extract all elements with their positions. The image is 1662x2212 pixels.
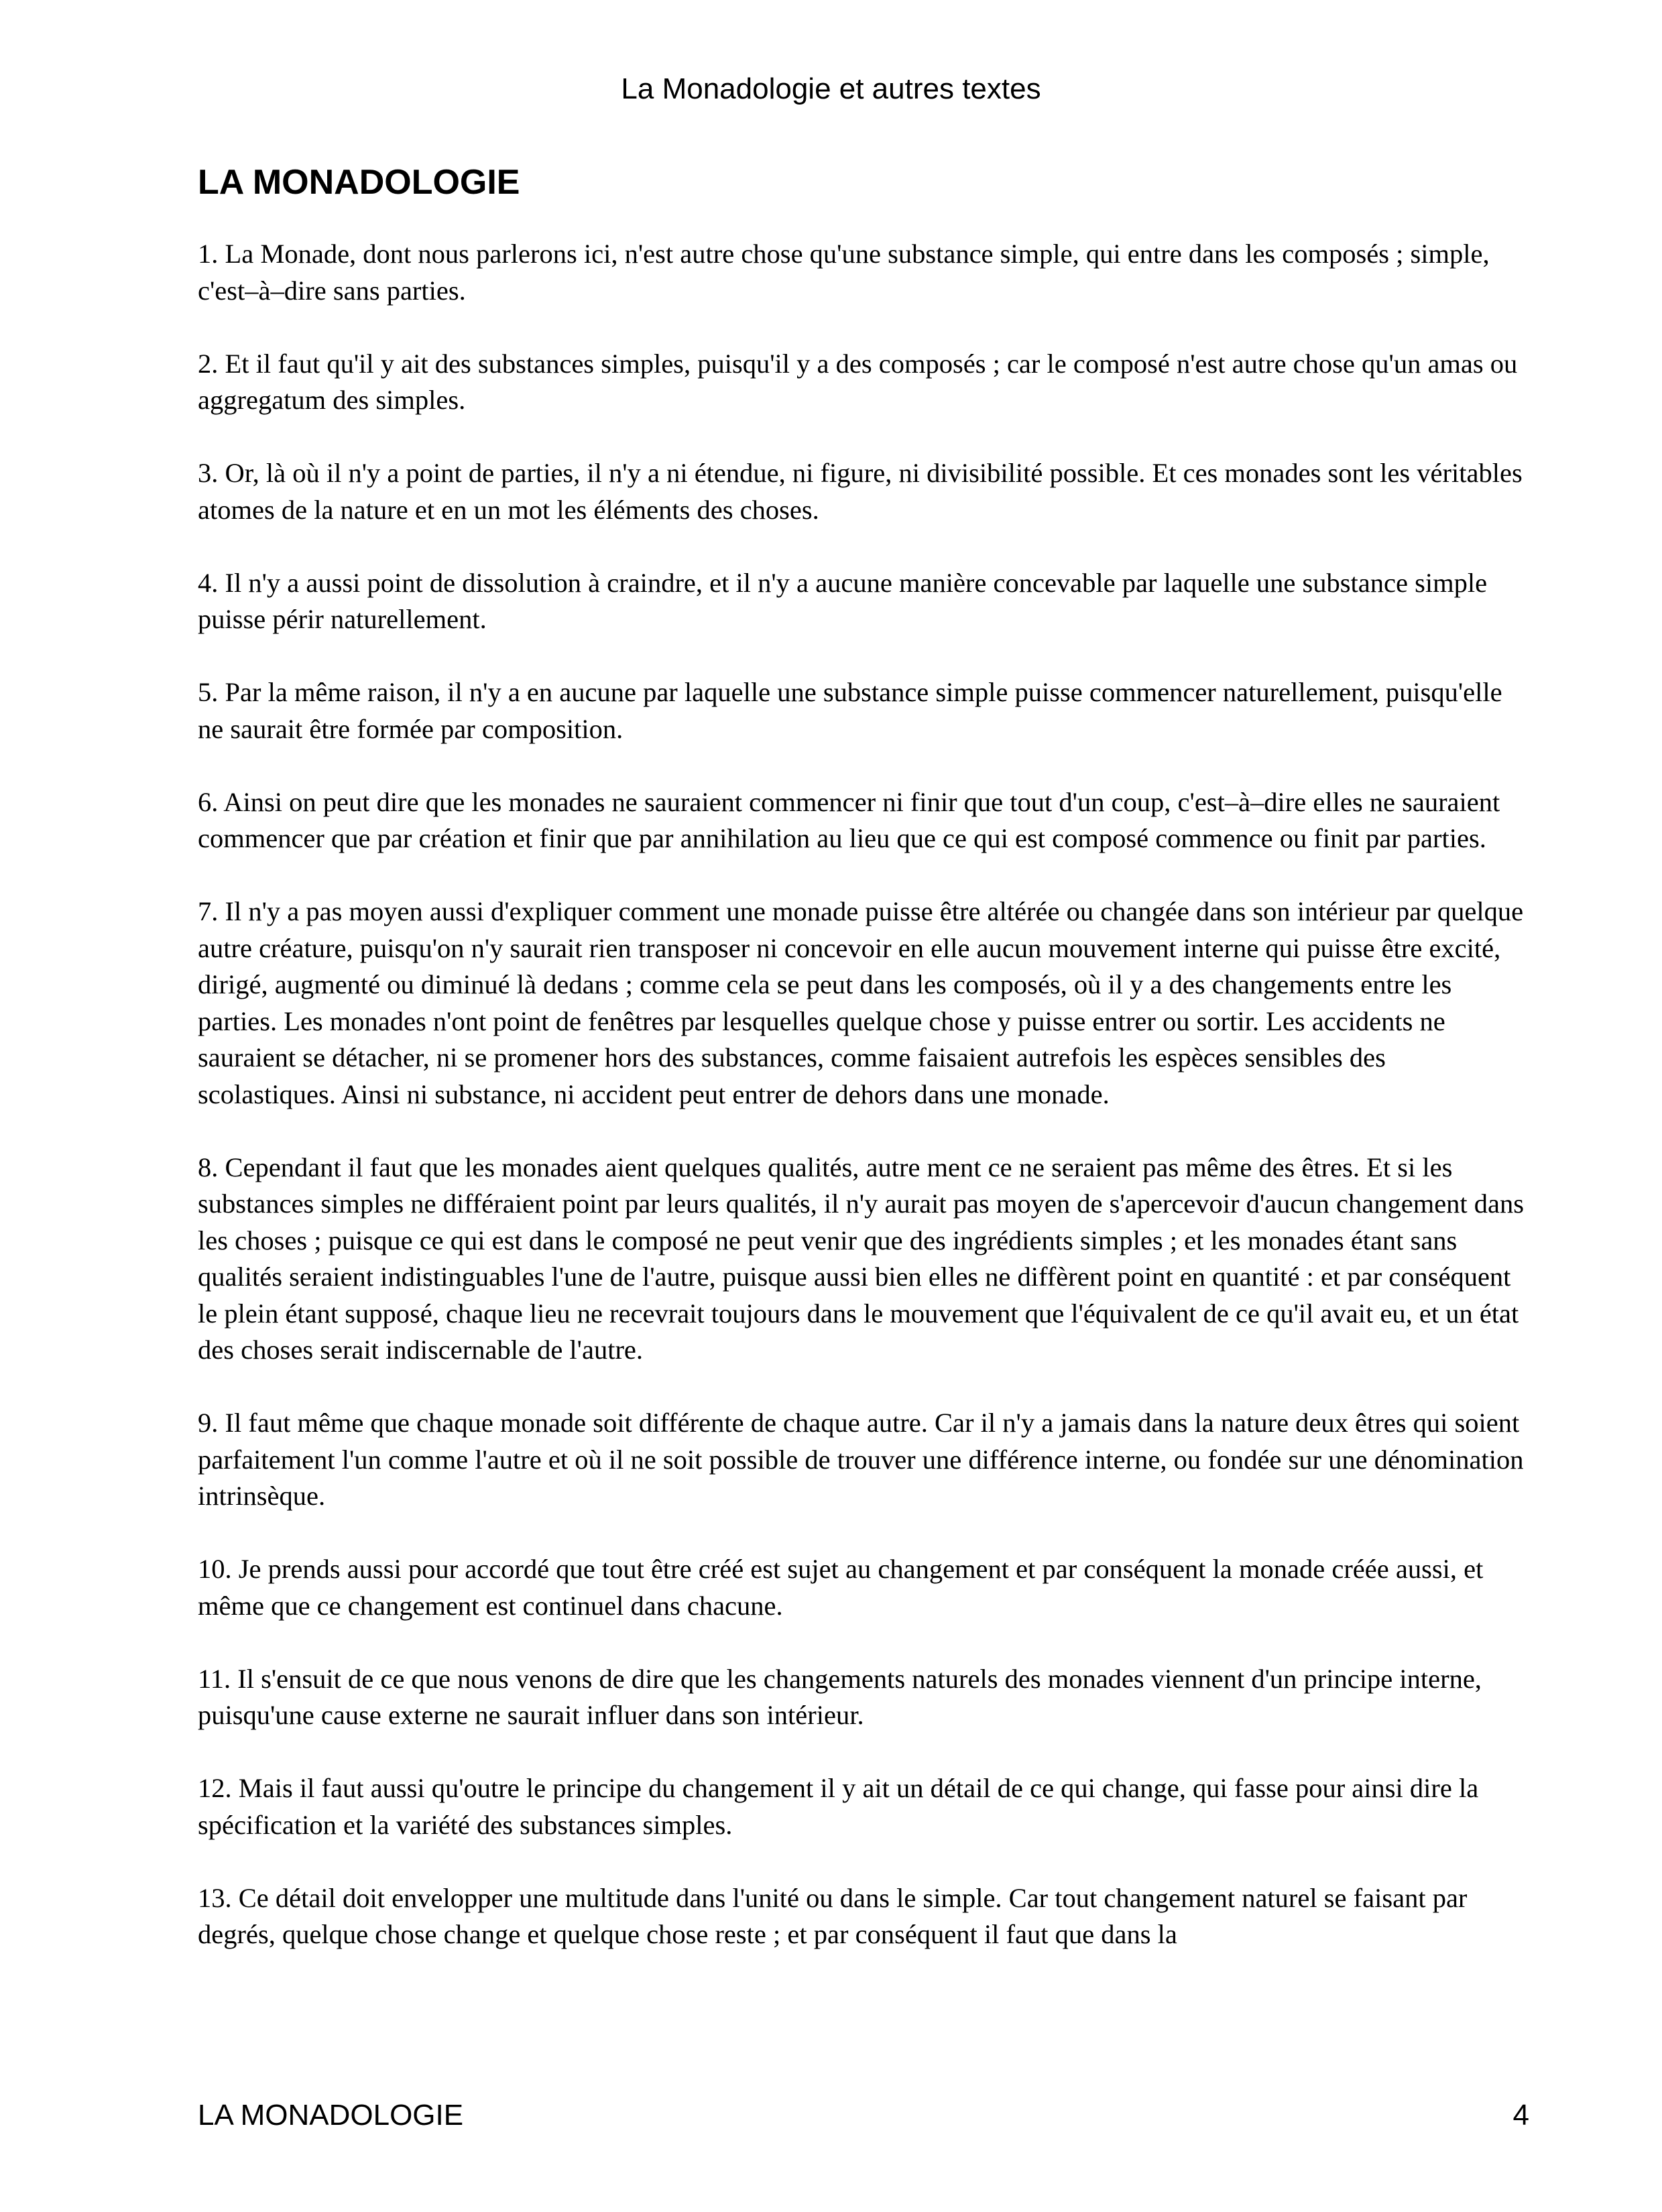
running-header: La Monadologie et autres textes <box>621 72 1041 105</box>
body-text <box>198 236 1525 1989</box>
paragraph-9: 9. Il faut même que chaque monade soit différente de chaque autre. Car il n'y a jamais dans la nature deux êtres qui soient parfaitement l'un comme l'autre et où il ne soit possible de trouver une différence interne, ou fondée sur une dénomination intrinsèque. <box>198 1408 1524 1511</box>
paragraph-12: 12. Mais il faut aussi qu'outre le principe du changement il y ait un détail de ce qui change, qui fasse pour ainsi dire la spécification et la variété des substances simples. <box>198 1773 1479 1840</box>
paragraph-4: 4. Il n'y a aussi point de dissolution à craindre, et il n'y a aucune manière concevable par laquelle une substance simple puisse périr naturellement. <box>198 567 1488 634</box>
chapter-title: LA MONADOLOGIE <box>198 163 520 202</box>
paragraph-5: 5. Par la même raison, il n'y a en aucune par laquelle une substance simple puisse commencer naturellement, puisqu'elle ne saurait être formée par composition. <box>198 677 1502 744</box>
paragraph-8: 8. Cependant il faut que les monades aient quelques qualités, autre ment ce ne seraient pas même des êtres. Et si les substances simples ne différaient point par leurs qualités, il n'y aurait pas moyen de s'apercevoir d'aucun changement dans les choses ; puisque ce qui est dans le composé ne peut venir que des ingrédients simples ; et les monades étant sans qualités seraient indistinguables l'une de l'autre, puisque aussi bien elles ne diffèrent point en quantité : et par conséquent le plein étant supposé, chaque lieu ne recevrait toujours dans le mouvement que l'équivalent de ce qu'il avait eu, et un état des choses serait indiscernable de l'autre. <box>198 1152 1525 1365</box>
paragraph-6: 6. Ainsi on peut dire que les monades ne sauraient commencer ni finir que tout d'un coup, c'est–à–dire elles ne sauraient commencer que par création et finir que par annihilation au lieu que ce qui est composé commence ou finit par parties. <box>198 786 1500 853</box>
paragraph-13: 13. Ce détail doit envelopper une multitude dans l'unité ou dans le simple. Car tout changement naturel se faisant par degrés, quelque chose change et quelque chose reste ; et par conséquent il faut que dans la <box>198 1882 1468 1949</box>
paragraph-3: 3. Or, là où il n'y a point de parties, il n'y a ni étendue, ni figure, ni divisibilité possible. Et ces monades sont les véritables atomes de la nature et en un mot les éléments des choses. <box>198 458 1523 525</box>
paragraph-1: 1. La Monade, dont nous parlerons ici, n'est autre chose qu'une substance simple, qui entre dans les composés ; simple, c'est–à–dire sans parties. <box>198 239 1490 306</box>
paragraph-10: 10. Je prends aussi pour accordé que tout être créé est sujet au changement et par conséquent la monade créée aussi, et même que ce changement est continuel dans chacune. <box>198 1554 1484 1621</box>
paragraph-11: 11. Il s'ensuit de ce que nous venons de dire que les changements naturels des monades viennent d'un principe interne, puisqu'une cause externe ne saurait influer dans son intérieur. <box>198 1663 1482 1730</box>
footer-section-title: LA MONADOLOGIE <box>198 2099 464 2132</box>
paragraph-2: 2. Et il faut qu'il y ait des substances simples, puisqu'il y a des composés ; car le composé n'est autre chose qu'un amas ou aggregatum des simples. <box>198 348 1518 415</box>
paragraph-7: 7. Il n'y a pas moyen aussi d'expliquer comment une monade puisse être altérée ou changée dans son intérieur par quelque autre créature, puisqu'on n'y saurait rien transposer ni concevoir en elle aucun mouvement interne qui puisse être excité, dirigé, augmenté ou diminué là dedans ; comme cela se peut dans les composés, où il y a des changements entre les parties. Les monades n'ont point de fenêtres par lesquelles quelque chose y puisse entrer ou sortir. Les accidents ne sauraient se détacher, ni se promener hors des substances, comme faisaient autrefois les espèces sensibles des scolastiques. Ainsi ni substance, ni accident peut entrer de dehors dans une monade. <box>198 896 1524 1109</box>
footer-page-number: 4 <box>1512 2099 1529 2132</box>
